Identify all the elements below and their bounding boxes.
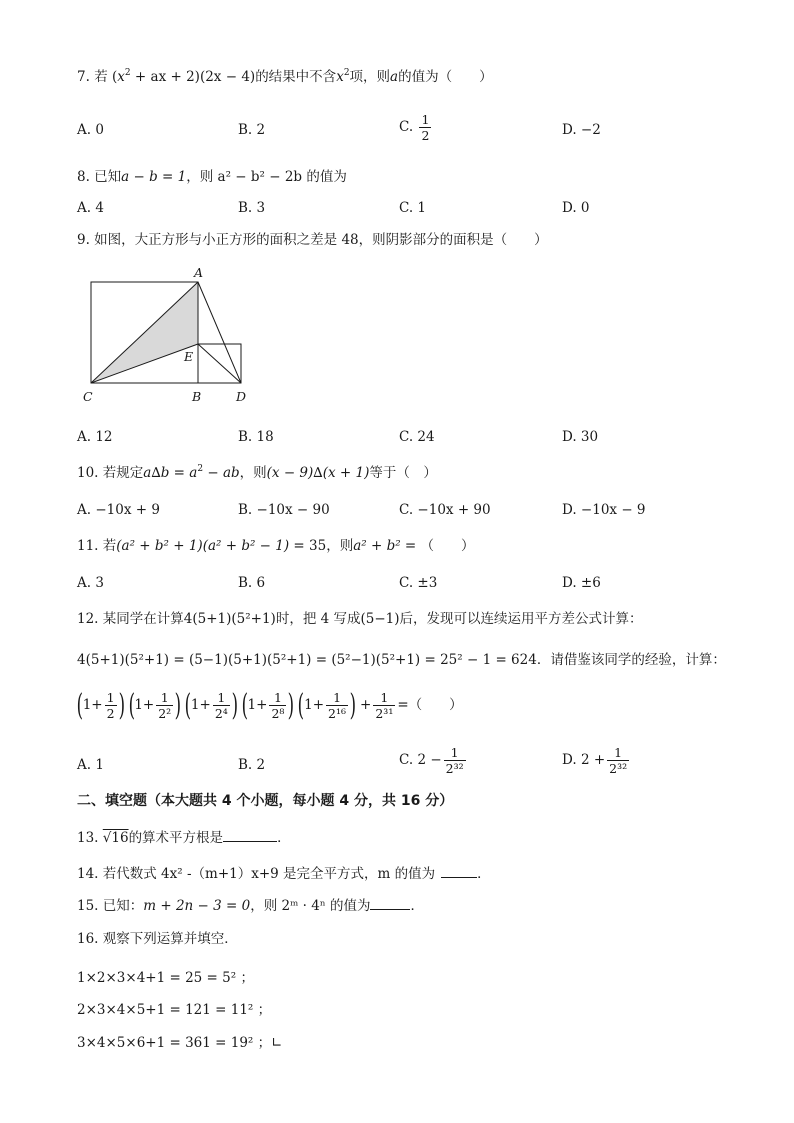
label-b: B	[192, 389, 202, 404]
question-12-expression: (1+ $\frac{1}{2}$ ) (1+ $\frac{1}{\text{2²}}$ ) (1+ $\frac{1}{\text{2⁴}}$ ) (1+ $\frac{1}{\text{2⁸}}$ ) (1+ $\frac{1}{\text{2¹⁶}}$ ) + $\frac{1}{\text{2³¹}}$ =（ ）	[76, 687, 463, 723]
q7-option-b[interactable]: B. 2	[238, 122, 266, 138]
label-d: D	[236, 389, 247, 404]
label-c: C	[83, 389, 93, 404]
q14-answer-blank[interactable]	[441, 866, 477, 878]
q16-line-3: 3×4×5×6+1 = 361 = 19² ；∟	[77, 1035, 283, 1051]
q16-line-2: 2×3×4×5+1 = 121 = 11² ；	[77, 1002, 272, 1018]
q8-option-a[interactable]: A. 4	[77, 200, 104, 216]
q15-answer-blank[interactable]	[370, 898, 410, 910]
q10-option-b[interactable]: B. −10x − 90	[238, 502, 330, 518]
section-2-title: 二、填空题（本大题共 4 个小题，每小题 4 分，共 16 分）	[77, 793, 454, 809]
q12-option-b[interactable]: B. 2	[238, 757, 266, 773]
q7-option-c[interactable]: C. $\frac{1}{2}$	[399, 112, 430, 143]
q7-option-a[interactable]: A. 0	[77, 122, 104, 138]
q7-option-d[interactable]: D. −2	[562, 122, 601, 138]
question-8: 8. 已知a − b = 1，则 a² − b² − 2b 的值为	[77, 169, 347, 185]
q11-option-d[interactable]: D. ±6	[562, 575, 601, 591]
q8-option-d[interactable]: D. 0	[562, 200, 590, 216]
q12-option-a[interactable]: A. 1	[77, 757, 104, 773]
q9-option-d[interactable]: D. 30	[562, 429, 599, 445]
question-9: 9. 如图，大正方形与小正方形的面积之差是 48，则阴影部分的面积是（ ）	[77, 232, 548, 248]
q9-option-a[interactable]: A. 12	[77, 429, 113, 445]
question-10: 10. 若规定$a\Delta b = a^2$ − ab，则(x − 9)∆(x + 1)等于（ ）	[77, 464, 437, 481]
q7-expression: ($x^2$ + ax + 2)	[111, 68, 200, 85]
q10-option-a[interactable]: A. −10x + 9	[77, 502, 160, 518]
label-e: E	[184, 349, 194, 364]
question-11: 11. 若(a² + b² + 1)(a² + b² − 1) = 35，则a² + b² = （ ）	[77, 538, 475, 554]
q9-option-c[interactable]: C. 24	[399, 429, 435, 445]
q11-option-a[interactable]: A. 3	[77, 575, 104, 591]
question-16: 16. 观察下列运算并填空．	[77, 931, 238, 947]
q8-option-b[interactable]: B. 3	[238, 200, 266, 216]
q9-option-b[interactable]: B. 18	[238, 429, 274, 445]
question-13: 13. √16的算术平方根是 ．	[77, 830, 291, 846]
q12-option-c[interactable]: C. 2 − $\frac{1}{\text{2³²}}$	[399, 745, 464, 776]
q10-option-d[interactable]: D. −10x − 9	[562, 502, 646, 518]
label-a: A	[194, 265, 204, 280]
question-14: 14. 若代数式 4x² -（m+1）x+9 是完全平方式，m 的值为 ．	[77, 866, 491, 882]
q11-option-c[interactable]: C. ±3	[399, 575, 438, 591]
question-12: 12. 某同学在计算4(5+1)(5²+1)时，把 4 写成(5−1)后，发现可以连续运用平方差公式计算：	[77, 611, 643, 627]
q10-option-c[interactable]: C. −10x + 90	[399, 502, 491, 518]
q11-option-b[interactable]: B. 6	[238, 575, 266, 591]
question-7: 7. 若 ($x^2$ + ax + 2)(2x − 4)的结果中不含$x^2$项，则a的值为（ ）	[77, 68, 493, 85]
q8-option-c[interactable]: C. 1	[399, 200, 427, 216]
q12-option-d[interactable]: D. 2 + $\frac{1}{\text{2³²}}$	[562, 745, 628, 776]
question-12-line2: 4(5+1)(5²+1) = (5−1)(5+1)(5²+1) = (5²−1)(5²+1) = 25² − 1 = 624．请借鉴该同学的经验，计算：	[77, 652, 726, 668]
question-15: 15. 已知：m + 2n − 3 = 0，则 2ᵐ · 4ⁿ 的值为 ．	[77, 898, 424, 914]
geometry-figure	[70, 262, 260, 412]
q13-answer-blank[interactable]	[223, 830, 277, 842]
q16-line-1: 1×2×3×4+1 = 25 = 5² ；	[77, 970, 254, 986]
